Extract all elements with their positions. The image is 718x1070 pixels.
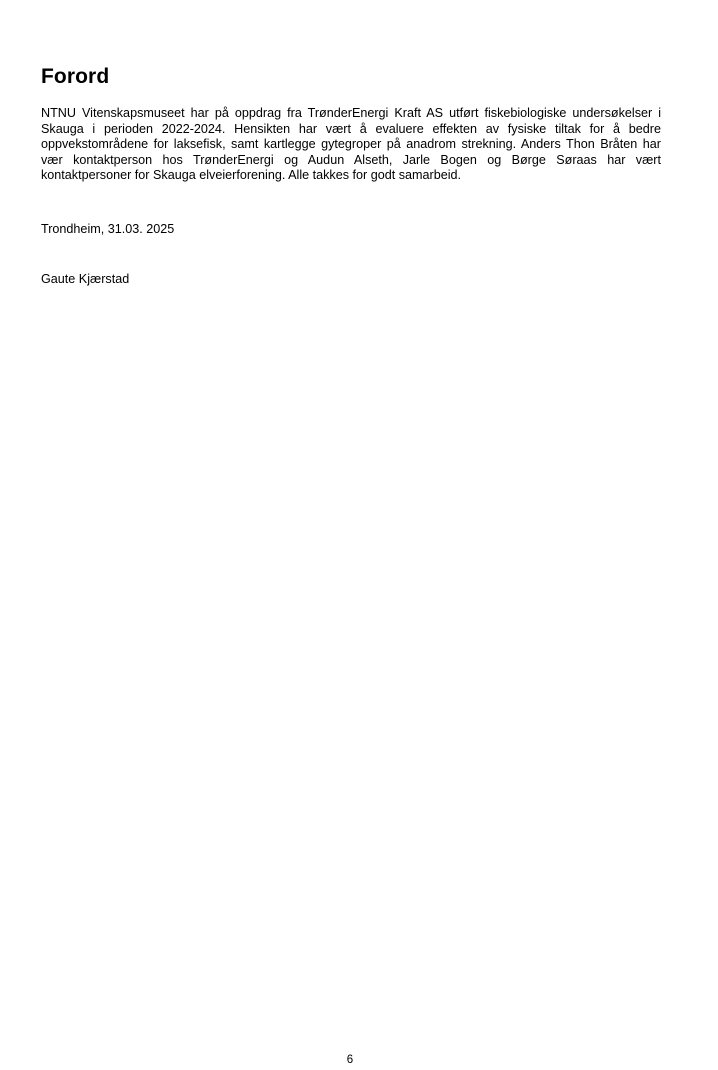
place-and-date: Trondheim, 31.03. 2025 bbox=[41, 222, 175, 236]
page-number: 6 bbox=[346, 1054, 354, 1066]
preface-paragraph: NTNU Vitenskapsmuseet har på oppdrag fra TrønderEnergi Kraft AS utført fiskebiologiske undersøkelser i Skauga i perioden 2022-2024. Hensikten har vært å evaluere effekten av fysiske tiltak for å bedre oppvekstområdene for laksefisk, samt kartlegge gytegroper på anadrom strekning. Anders Thon Bråten har vær kontaktperson hos TrønderEnergi og Audun Alseth, Jarle Bogen og Børge Søraas har vært kontaktpersoner for Skauga elveierforening. Alle takkes for godt samarbeid. bbox=[41, 106, 661, 182]
author-signature: Gaute Kjærstad bbox=[41, 272, 130, 286]
section-heading: Forord bbox=[41, 65, 110, 88]
